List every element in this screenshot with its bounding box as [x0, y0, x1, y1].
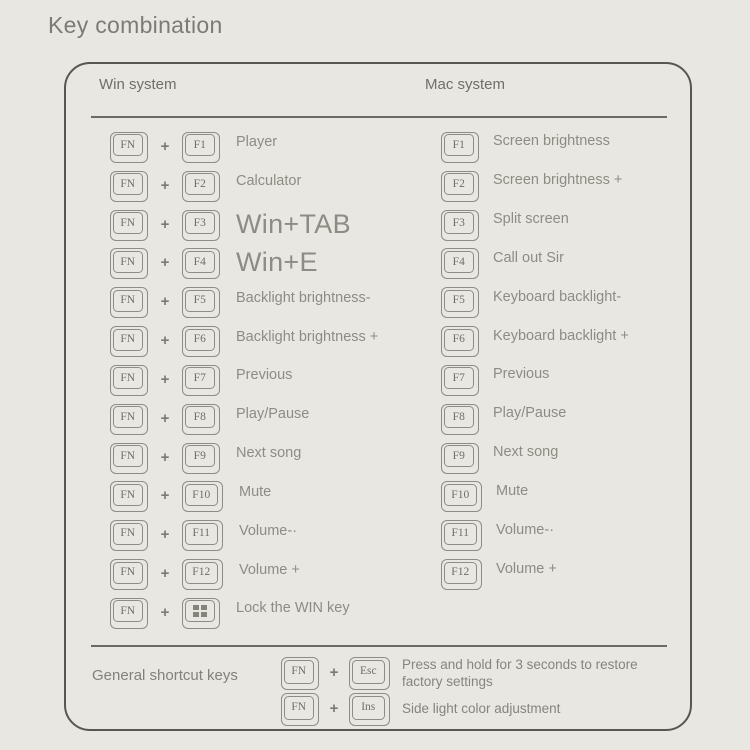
keycap-label: FN	[120, 449, 136, 462]
general-shortcut-list	[281, 657, 667, 726]
keycap-label: F2	[452, 177, 465, 190]
windows-logo-square	[193, 605, 199, 610]
key-f6-keycap	[441, 326, 479, 357]
plus-sign: +	[160, 137, 170, 155]
win-shortcut-row	[110, 283, 378, 322]
windows-logo-squares	[193, 605, 207, 617]
win-shortcut-row	[110, 206, 378, 245]
mac-shortcut-list	[441, 128, 629, 594]
keycap-label: F9	[452, 449, 465, 462]
keycap-label: F12	[451, 566, 470, 579]
shortcut-function-label: Backlight brightness +	[236, 328, 379, 345]
shortcut-function-label: Keyboard backlight-	[493, 288, 622, 305]
win-shortcut-row	[110, 477, 378, 516]
keycap-label: F7	[193, 372, 206, 385]
shortcut-function-label: Previous	[493, 366, 550, 383]
shortcut-panel	[64, 62, 692, 731]
key-fn-keycap	[281, 693, 319, 726]
keycap-label: FN	[120, 527, 136, 540]
win-shortcut-row	[110, 322, 378, 361]
keycap-label: FN	[120, 177, 136, 190]
shortcut-function-label: Volume-·	[496, 521, 555, 538]
shortcut-function-label: Next song	[493, 444, 559, 461]
win-shortcut-row	[110, 516, 378, 555]
plus-sign: +	[160, 332, 170, 350]
win-shortcut-list	[110, 128, 378, 633]
keycap-label: F3	[193, 216, 206, 229]
key-fn-keycap	[110, 559, 148, 590]
keycap-label: F8	[452, 410, 465, 423]
shortcut-function-label: Volume +	[239, 561, 300, 578]
win-shortcut-row	[110, 400, 378, 439]
keycap-label: F11	[192, 527, 210, 540]
win-shortcut-row	[110, 555, 378, 594]
key-fn-keycap	[110, 598, 148, 629]
shortcut-function-label: Backlight brightness-	[236, 289, 371, 306]
mac-system-header: Mac system	[425, 76, 506, 93]
keycap-label: FN	[120, 605, 136, 618]
keycap-label: FN	[120, 255, 136, 268]
plus-sign: +	[160, 176, 170, 194]
key-f8-keycap	[441, 404, 479, 435]
plus-sign: +	[160, 370, 170, 388]
shortcut-function-label: Volume +	[496, 560, 557, 577]
keycap-label: F6	[452, 333, 465, 346]
shortcut-function-label: Play/Pause	[493, 405, 567, 422]
key-ins-keycap	[349, 693, 390, 726]
general-shortcut-row	[281, 657, 667, 690]
keycap-label: F10	[451, 488, 470, 501]
mac-shortcut-row	[441, 167, 629, 206]
key-f12-keycap	[441, 559, 482, 590]
key-f4-keycap	[182, 248, 220, 279]
win-shortcut-row	[110, 361, 378, 400]
mac-shortcut-row	[441, 128, 629, 167]
key-f2-keycap	[441, 171, 479, 202]
plus-sign: +	[160, 448, 170, 466]
key-f10-keycap	[441, 481, 482, 512]
windows-logo-icon	[185, 600, 215, 623]
key-fn-keycap	[110, 520, 148, 551]
page-title: Key combination	[48, 12, 223, 38]
shortcut-function-label: Play/Pause	[236, 406, 310, 423]
key-f7-keycap	[441, 365, 479, 396]
win-shortcut-row	[110, 439, 378, 478]
keycap-label: FN	[291, 701, 307, 714]
plus-sign: +	[329, 664, 339, 681]
plus-sign: +	[329, 700, 339, 717]
key-fn-keycap	[110, 132, 148, 163]
mac-shortcut-row	[441, 516, 629, 555]
shortcut-function-label: Mute	[239, 483, 272, 500]
keycap-label: FN	[291, 665, 307, 678]
key-fn-keycap	[110, 443, 148, 474]
shortcut-function-label: Keyboard backlight +	[493, 327, 629, 344]
key-f7-keycap	[182, 365, 220, 396]
plus-sign: +	[160, 409, 170, 427]
key-f5-keycap	[182, 287, 220, 318]
key-fn-keycap	[110, 287, 148, 318]
key-esc-keycap	[349, 657, 390, 690]
key-fn-keycap	[110, 404, 148, 435]
mac-shortcut-row	[441, 322, 629, 361]
key-f11-keycap	[441, 520, 482, 551]
mac-shortcut-row	[441, 439, 629, 478]
shortcut-function-label: Volume-·	[239, 522, 298, 539]
keycap-label: FN	[120, 294, 136, 307]
keycap-label: FN	[120, 216, 136, 229]
keycap-label: F4	[193, 255, 206, 268]
shortcut-function-label: Lock the WIN key	[236, 600, 350, 617]
keycap-label: FN	[120, 410, 136, 423]
keycap-label: Esc	[359, 665, 377, 678]
header-divider	[91, 116, 667, 118]
mac-shortcut-row	[441, 400, 629, 439]
mac-shortcut-row	[441, 206, 629, 245]
win-shortcut-row	[110, 128, 378, 167]
key-f6-keycap	[182, 326, 220, 357]
plus-sign: +	[160, 254, 170, 272]
win-system-header: Win system	[99, 76, 177, 93]
plus-sign: +	[160, 215, 170, 233]
shortcut-function-label: Press and hold for 3 seconds to restore factory settings	[402, 657, 638, 689]
mac-shortcut-row	[441, 283, 629, 322]
key-fn-keycap	[110, 481, 148, 512]
general-shortcuts-section	[91, 645, 667, 726]
windows-logo-square	[201, 612, 207, 617]
shortcut-function-label: Side light color adjustment	[402, 701, 561, 717]
keycap-label: F4	[452, 255, 465, 268]
keycap-label: F6	[193, 333, 206, 346]
key-f3-keycap	[441, 210, 479, 241]
mac-shortcut-row	[441, 477, 629, 516]
mac-shortcut-row	[441, 555, 629, 594]
keycap-label: F9	[193, 449, 206, 462]
keycap-label: F10	[192, 488, 211, 501]
mac-shortcut-row	[441, 244, 629, 283]
shortcut-function-label: Win+E	[236, 247, 318, 278]
shortcut-function-label: Player	[236, 134, 278, 151]
key-f9-keycap	[441, 443, 479, 474]
win-logo-keycap	[182, 598, 220, 629]
plus-sign: +	[160, 293, 170, 311]
keycap-label: Ins	[361, 701, 376, 714]
shortcut-function-label: Call out Sir	[493, 249, 564, 266]
key-f2-keycap	[182, 171, 220, 202]
key-fn-keycap	[110, 171, 148, 202]
key-f8-keycap	[182, 404, 220, 435]
keycap-label: F1	[193, 139, 206, 152]
key-f4-keycap	[441, 248, 479, 279]
keycap-label: F12	[192, 566, 211, 579]
key-f1-keycap	[441, 132, 479, 163]
keycap-label: FN	[120, 566, 136, 579]
key-fn-keycap	[110, 365, 148, 396]
key-f5-keycap	[441, 287, 479, 318]
keycap-label: F8	[193, 410, 206, 423]
plus-sign: +	[160, 565, 170, 583]
win-shortcut-row	[110, 167, 378, 206]
general-shortcuts-header: General shortcut keys	[92, 667, 238, 684]
win-shortcut-row	[110, 594, 378, 633]
key-fn-keycap	[110, 248, 148, 279]
keycap-label: F7	[452, 372, 465, 385]
key-f9-keycap	[182, 443, 220, 474]
keycap-label: F5	[452, 294, 465, 307]
keycap-label: F11	[451, 527, 469, 540]
key-f10-keycap	[182, 481, 223, 512]
mac-shortcut-row	[441, 361, 629, 400]
key-fn-keycap	[110, 326, 148, 357]
windows-logo-square	[201, 605, 207, 610]
key-fn-keycap	[110, 210, 148, 241]
shortcut-function-label: Previous	[236, 367, 293, 384]
shortcut-function-label: Screen brightness	[493, 133, 610, 150]
plus-sign: +	[160, 487, 170, 505]
shortcut-function-label: Split screen	[493, 211, 569, 228]
keycap-label: FN	[120, 139, 136, 152]
plus-sign: +	[160, 526, 170, 544]
key-fn-keycap	[281, 657, 319, 690]
key-f12-keycap	[182, 559, 223, 590]
plus-sign: +	[160, 603, 170, 621]
shortcut-function-label: Screen brightness +	[493, 172, 623, 189]
key-f1-keycap	[182, 132, 220, 163]
key-f11-keycap	[182, 520, 223, 551]
keycap-label: F2	[193, 177, 206, 190]
keycap-label: FN	[120, 372, 136, 385]
keycap-label: F5	[193, 294, 206, 307]
keycap-label: F3	[452, 216, 465, 229]
key-f3-keycap	[182, 210, 220, 241]
shortcut-function-label: Win+TAB	[236, 208, 351, 239]
keycap-label: F1	[452, 139, 465, 152]
shortcut-function-label: Calculator	[236, 173, 302, 190]
keycap-label: FN	[120, 333, 136, 346]
keycap-label: FN	[120, 488, 136, 501]
general-shortcut-row	[281, 693, 667, 726]
shortcut-function-label: Next song	[236, 445, 302, 462]
windows-logo-square	[193, 612, 199, 617]
shortcut-function-label: Mute	[496, 482, 529, 499]
win-shortcut-row	[110, 244, 378, 283]
